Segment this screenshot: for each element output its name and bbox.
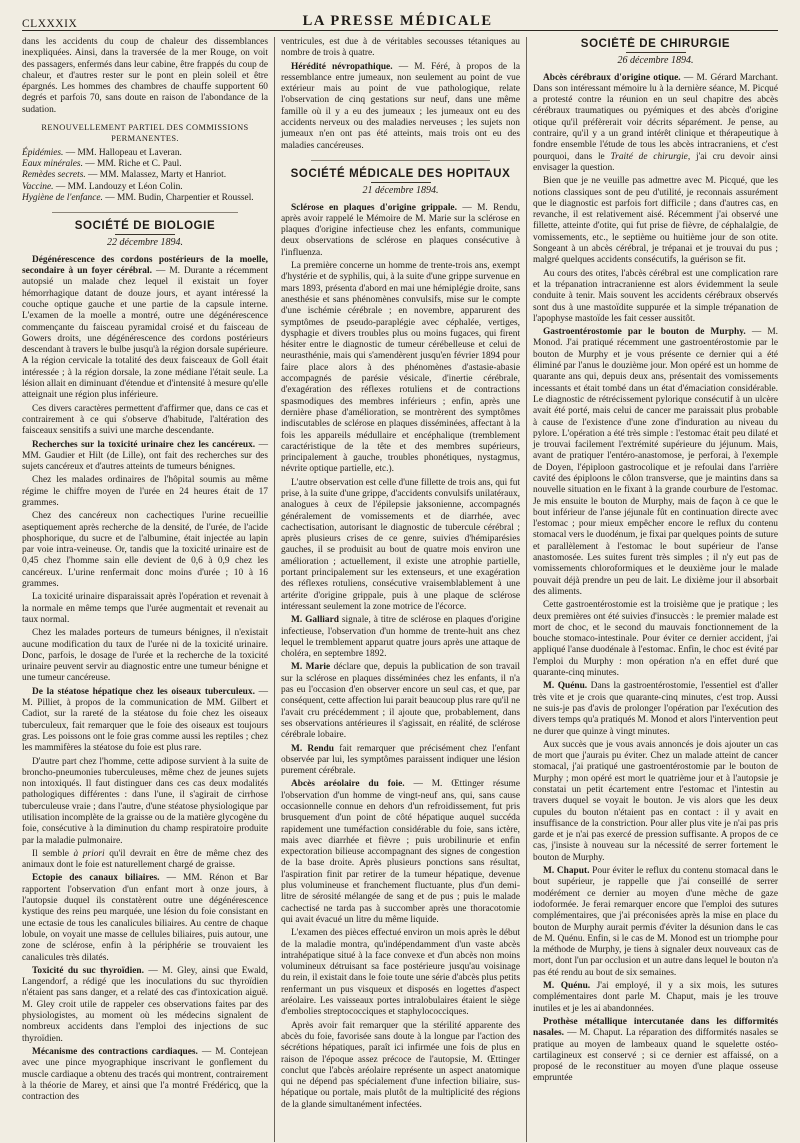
item-text: — M. Monod. J'ai pratiqué récemment une gastroentérostomie par le bouton de Murphy et je vous présente ce dernier qui a été éliminé par l'anus le douzième jour. Mon opéré est un homme de quarante ans qui, depuis deux ans, présentait des vomissements incessants et était tombé dans un état d'émaciation considérable. Le diagnostic de rétrécissement pylorique consécutif à un ulcère avait été porté, mais celui de cancer me paraissait plus probable à cause de l'existence d'une zone d'induration au niveau du pylore. L'opération a été très simple : l'estomac était peu dilaté et je trouvai facilement l'extrémité supérieure du jéjunum. Mais, avant de pratiquer l'entéro-anastomose, je perforai, à l'exemple de Doyen, l'épiploon gastrocolique et je refoulai dans l'arrière cavité des épiploons le côlon transverse, que je maintins dans sa nouvelle situation en le fixant à la grande courbure de l'estomac. Je mis ensuite le bouton de Murphy, mais de façon à ce que le bout inférieur de l'anse jéjunale fût en continuation directe avec l'estomac ; pour mieux empêcher encore le reflux du contenu stomacal vers le duodénum, je fixai par quelques points de suture et parallèlement à l'estomac le bout supérieur de l'anse anastomosée. Les suites furent très simples ; il n'y eut pas de vomissements chloroformiques et le deuxième jour le malade pouvait déjà prendre un peu de lait. Le dixième jour il absorbait des aliments.: [533, 327, 778, 597]
paragraph: [533, 981, 778, 1015]
section-rule: [115, 234, 175, 235]
item-text: — M. Féré, à propos de la ressemblance entre jumeaux, non seulement au point de vue extérieur mais au point de vue pathologique, relate l'observation de cinq gestations sur neuf, dans une même famille où il y a eu des jumeaux ; les jumeaux ont eu des accidents nerveux ou des maladies nerveuses ; les sujets non jumeaux n'en ont pas été atteints, mais trois ont eu des maladies cancéreuses.: [281, 61, 520, 151]
commission-label: Hygiène de l'enfance.: [22, 192, 103, 203]
paragraph: Chez les malades porteurs de tumeurs bénignes, il n'existait aucune modification du taux de l'urée ni de la toxicité urinaire. Donc, parfois, le dosage de l'urée et la recherche de la toxicité urinaire peuvent servir au diagnostic entre une tumeur bénigne et une tumeur cancéreuse.: [22, 628, 268, 684]
item-title: De la stéatose hépatique chez les oiseaux tuberculeux.: [32, 686, 255, 697]
paragraph: Ces divers caractères permettent d'affirmer que, dans ce cas et contrairement à ce qui s'observe d'habitude, l'altération des faisceaux sensitifs a suivi une marche descendante.: [22, 403, 268, 437]
paragraph: D'autre part chez l'homme, cette adipose survient à la suite de broncho-pneumonies tuberculeuses, même chez de jeunes sujets non intoxiqués. Il faut distinguer dans ces cas deux modalités pathologiques différentes : dans l'une, il s'agirait de cirrhose tuberculeuse vraie ; dans l'autre, d'une stéatose physiologique par utilisation incomplète de la graisse ou de la matière glycogène du foie, consécutive à la diminution du champ respiratoire produite par la maladie pulmonaire.: [22, 756, 268, 846]
page-header: [22, 4, 778, 31]
item-title: Recherches sur la toxicité urinaire chez les cancéreux.: [32, 439, 256, 450]
item-title: Abcès cérébraux d'origine otique.: [543, 72, 681, 83]
speaker: M. Quénu.: [543, 681, 588, 692]
divider: [52, 212, 238, 213]
item-text: — MM. Rénon et Bar rapportent l'observation d'un enfant mort à onze jours, à l'autopsie duquel ils constatèrent outre une dégénérescence kystique des reins peu marquée, une lésion du foie consistant en une ectasie de tous les canalicules biliaires. Au centre de chaque lobule, on voyait une masse de cellules biliaires, puis autour, une zone de sclérose, enfin à la périphérie se trouvaient les canalicules très dilatés.: [22, 873, 269, 963]
commissions-heading: RENOUVELLEMENT PARTIEL DES COMMISSIONS PERMANENTES.: [41, 123, 249, 144]
text-run: qu'il devrait en être de même chez des animaux dont le foie est naturellement chargé de graisse.: [22, 848, 268, 871]
text-run: Il semble: [32, 848, 74, 859]
paragraph: La toxicité urinaire disparaissait après l'opération et revenait à la normale en même temps que l'urée augmentait et revenait au taux normal.: [22, 592, 268, 625]
paragraph: La première concerne un homme de trente-trois ans, exempt d'hystérie et de syphilis, qui, à la suite d'une grippe survenue en mars 1893, présenta d'abord en mai une hémiplégie droite, sans anesthésie et sans phénomènes convulsifs, mise sur le compte d'une ischémie cérébrale ; en novembre, apparurent des symptômes de pseudo-paraplégie avec céphalée, vertiges, dysphagie et divers troubles plus ou moins fugaces, qui firent hésiter entre le diagnostic de tumeur cérébelleuse et celui de neurasthénie, mais qui s'amendèrent jusqu'en février 1894 pour faire place alors à des phénomènes d'astasie-abasie accompagnés de parésie vésicale, d'inertie cérébrale, d'exagération des réflexes rotuliens et de contractions spasmodiques des membres inférieurs ; enfin, après une dernière phase d'amélioration, se montrèrent des symptômes indiscutables de sclérose en plaques disséminées, affectant à la fois les appareils médullaire et encéphalique (tremblement caractéristique de la tête et des membres supérieurs, principalement à gauche, troubles phonétiques, nystagmus, névrite optique partielle, etc.).: [281, 261, 520, 475]
item-title: Sclérose en plaques d'origine grippale.: [291, 202, 457, 213]
paragraph: [533, 73, 778, 175]
item-title: Prothèse métallique intercutanée dans les difformités nasales.: [533, 1016, 778, 1039]
paragraph: [533, 327, 778, 598]
paragraph: [22, 255, 268, 402]
paragraph: Bien que je ne veuille pas admettre avec M. Picqué, que les notions classiques sont de peu d'utilité, je reconnais assurément que le diagnostic est parfois fort difficile ; dans d'autres cas, en revanche, il est relativement aisé. Récemment j'ai observé une fillette, atteinte d'otite, qui fut prise de fièvre, de céphalalgie, de vomissements, etc., le septième ou huitième jour de son otite. Songeant à un abcès cérébral, je trépanai et je trouvai du pus ; malgré quelques accidents consécutifs, la guérison se fit.: [533, 176, 778, 266]
paragraph: Chez des cancéreux non cachectiques l'urine recueillie aseptiquement après recherche de la densité, de l'urée, de l'acide phosphorique, du sucre et de l'albumine, était injectée au lapin par voie intra-veineuse. Or, tandis que la toxicité urinaire est de 0,45 chez l'homme sain elle devient de 0,6 à 0,9 chez les cancéreux. L'urine renfermait donc moins d'urée ; 10 à 16 grammes.: [22, 511, 268, 590]
item-text: signale, à titre de sclérose en plaques d'origine infectieuse, l'observation d'un homme de trente-huit ans chez lequel le tremblement apparut quatre jours après une attaque de choléra, en septembre 1892.: [281, 615, 520, 660]
commission-members: — MM. Landouzy et Léon Colin.: [53, 181, 183, 192]
speaker: M. Rendu: [291, 743, 334, 754]
speaker: M. Chaput.: [543, 866, 590, 877]
column-1: [22, 37, 274, 1142]
item-text: — M. Rendu, après avoir rappelé le Mémoire de M. Marie sur la sclérose en plaques d'origine infectieuse chez les enfants, communique deux observations de sclérose en plaques consécutive à l'influenza.: [281, 202, 520, 258]
paragraph: [281, 62, 520, 152]
commission-line: [22, 193, 268, 204]
paragraph: [281, 203, 520, 259]
item-text: J'ai employé, il y a six mois, les sutures complémentaires dont parle M. Chaput, mais je les trouve inutiles et je les ai abandonnées.: [533, 981, 778, 1014]
item-text: — M. Gérard Marchant. Dans son intéressant mémoire lu à la dernière séance, M. Picqué a protesté contre la réunion en un seul chapitre des abcès cérébraux traumatiques ou pyémiques et des abcès d'origine otique qu'il préfèrerait voir décrits séparément. Je pense, au contraire, qu'il y a un grand intérêt clinique et thérapeutique à fondre ensemble l'étude de tous les abcès intracraniens, et c'est pourquoi, dans le: [533, 72, 778, 162]
commission-line: [22, 182, 268, 193]
paragraph: [281, 662, 520, 741]
column-3: [526, 37, 778, 1142]
paragraph: [281, 615, 520, 660]
paragraph: L'autre observation est celle d'une fillette de trois ans, qui fut prise, à la suite d'une grippe, d'accidents convulsifs unilatéraux, analogues à ceux de l'épilepsie jaksonienne, accompagnés généralement de vomissements et de diarrhée, avec cachectisation, autorisant le diagnostic de tubercule cérébral ; après plusieurs crises de ce genre, suivies d'hémiparésies gauches, il se produisit au bout de quatre mois environ une amélioration ; actuellement, il existe une atrophie partielle, portant principalement sur les extenseurs, et une exagération des réflexes rotuliens, consécutive vraisemblablement à une artérite d'origine grippale, puis à une plaque de sclérose intéressant seulement la zone motrice de l'écorce.: [281, 477, 520, 612]
item-text: — M. Chaput. La réparation des difformités nasales se pratique au moyen de lambeaux quand le squelette ostéo-cartilagineux est conservé ; si ce dernier est affaissé, on a proposé de le reconstituer au moyen d'une plaque osseuse empruntée: [533, 1028, 778, 1084]
text-run: , j'ai cru devoir ainsi envisager la question.: [533, 151, 778, 173]
speaker: M. Marie: [291, 662, 331, 673]
paragraph: [22, 1047, 268, 1103]
paragraph: [533, 1017, 778, 1085]
item-title: Ectopie des canaux biliaires.: [32, 873, 160, 884]
divider: [311, 160, 490, 161]
journal-title: LA PRESSE MÉDICALE: [302, 13, 493, 29]
paragraph: Au cours des otites, l'abcès cérébral est une complication rare et la trépanation intracranienne est alors évidemment la seule conduite à tenir. Mais souvent les accidents cérébraux observés sont dus à une mastoïdite suppurée et la simple trépanation de l'apophyse mastoïde les fait cesser aussitôt.: [533, 268, 778, 324]
section-date: 26 décembre 1894.: [617, 55, 694, 67]
paragraph: [281, 744, 520, 778]
paragraph: [281, 779, 520, 926]
item-text: Pour éviter le reflux du contenu stomacal dans le bout supérieur, je rappelle que j'ai conseillé de serrer modérément ce dernier au moyen d'une mèche de gaze iodoformée. Je ferai remarquer encore que l'emploi des sutures complémentaires, que j'ai préconisées après la mise en place du bouton de Murphy aurait permis d'éviter la désunion dans le cas de M. Quénu. Enfin, si le cas de M. Monod est un triomphe pour la méthode de Murphy, je tiens à signaler deux nouveaux cas de mort, dont l'un par occlusion et un autre dans lequel le bouton n'a pas été rendu au bout de six semaines.: [533, 866, 778, 978]
commission-label: Épidémies.: [22, 147, 64, 158]
paragraph: [22, 873, 268, 963]
item-text: — MM. Gaudier et Hilt (de Lille), ont fait des recherches sur des sujets cancéreux et d'autres atteints de tumeurs bénignes.: [22, 439, 269, 473]
commission-members: — MM. Budin, Charpentier et Roussel.: [102, 192, 254, 203]
italic-run: à priori: [73, 848, 105, 859]
item-title: Mécanisme des contractions cardiaques.: [32, 1046, 198, 1057]
italic-run: Traité de chirurgie: [610, 151, 688, 162]
commission-label: Vaccine.: [22, 181, 54, 192]
item-text: — M. Gley, ainsi que Ewald, Langendorf, a rédigé que les inoculations du suc thyroïdien n'étaient pas sans danger, et a relaté des cas d'intoxication aiguë. M. Gley croit utile de rappeler ces observations faites par des physiologistes, au moment où les médecins signalent de nombreux accidents dans l'emploi des injections de suc thyroïdien.: [22, 965, 268, 1044]
section-title: SOCIÉTÉ MÉDICALE DES HOPITAUX: [290, 167, 511, 180]
paragraph: L'examen des pièces effectué environ un mois après le début de la maladie montra, qu'indépendamment d'un vaste abcès intrahépatique situé à la face convexe et d'un abcès non moins volumineux détruisant sa face postérieure jusqu'au voisinage du rein, il existait dans le foie toute une série d'abcès plus petits renfermant un pus visqueux et disposés en logettes d'aspect aréolaire. Les vaisseaux portes intralobulaires étaient le siège d'embolies streptococciques et staphylococciques.: [281, 928, 520, 1018]
commission-members: — MM. Riche et C. Paul.: [82, 158, 182, 169]
paragraph: [533, 681, 778, 737]
item-title: Dégénérescence des cordons postérieurs de la moelle, secondaire à un foyer cérébral.: [22, 254, 268, 277]
item-text: — M. Contejean avec une pince myographique inscrivant le gonflement du muscle cardiaque a obtenu des tracés qui montrent, contrairement à la théorie de Marey, et ainsi que l'a montré Frédéricq, que la contraction des: [22, 1046, 268, 1103]
section-title: SOCIÉTÉ DE CHIRURGIE: [580, 38, 731, 50]
article-columns: [22, 37, 778, 1142]
item-text: — M. Pilliet, à propos de la communication de MM. Gilbert et Cadiot, sur la rareté de la stéatose du foie chez les oiseaux tuberculeux, fait remarquer que le foie des oiseaux est toujours gras. Les poissons ont le foie gras comme aussi les reptiles ; chez les mammifères la stéatose du foie est plus rare.: [22, 686, 269, 754]
paragraph: Cette gastroentérostomie est la troisième que je pratique ; les deux premières ont été suivies d'insuccès : le premier malade est mort de choc, et le second du mauvais fonctionnement de la bouche stomaco-intestinale. Pour éviter ce dernier accident, j'ai appliqué l'anse duodénale à l'estomac. Enfin, le choc est évité par l'emploi du Murphy : mon opération n'a en effet duré que quarante-cinq minutes.: [533, 600, 778, 679]
section-date: 21 décembre 1894.: [362, 185, 439, 197]
paragraph: [22, 849, 268, 872]
section-date: 22 décembre 1894.: [107, 237, 183, 249]
paragraph: [22, 687, 268, 755]
section-rule: [626, 52, 686, 53]
item-text: déclare que, depuis la publication de son travail sur la sclérose en plaques disséminées chez les enfants, il n'a pas eu l'occasion d'en observer encore un seul cas, et que, par conséquent, cette affection lui parait beaucoup plus rare qu'il ne l'avait cru précédemment ; il ajoute que, probablement, dans ses observations antérieures il s'agissait, en réalité, de sclérose cérébrale lobaire.: [281, 662, 520, 741]
speaker: M. Quénu.: [543, 981, 591, 992]
section-title: SOCIÉTÉ DE BIOLOGIE: [74, 220, 216, 233]
item-text: — M. Œttinger résume l'observation d'un homme de vingt-neuf ans, qui, sans cause occasionnelle connue en dehors d'un refroidissement, fut pris brusquement d'un point de côté hépatique auquel succéda rapidement une tuméfaction considérable du foie, sans ictère, mais avec diarrhée et fièvre ; puis urobilinurie et enfin expectoration bilieuse accompagnant des signes de congestion de la base droite. Après plusieurs ponctions sans résultat, l'aspiration finit par retirer de la tumeur hépatique, devenue plus volumineuse et franchement fluctuante, plus d'un demi-litre de sérosité mélangée de sang et de pus ; puis le malade cachectisé ne tarda pas à succomber après une thoracotomie qui avait évacué un litre du même liquide.: [281, 779, 520, 925]
paragraph: [533, 866, 778, 979]
item-text: — M. Durante a récemment autopsié un malade chez lequel il existait un foyer hémorrhagique datant de douze jours, et ayant intéressé la couche optique gauche et une partie de la capsule interne. L'examen de la moelle a montré, outre une dégénérescence commençante du faisceau pyramidal croisé et du faisceau de Gowers droits, une dégénérescence des cordons postérieurs descendant à travers le bulbe jusqu'à la région dorsale supérieure. A la région cervicale la totalité des deux faisceaux de Goll était intéressée ; à la région dorsale, la zone médiane l'était seule. La lésion allait en diminuant d'étendue et d'intensité à mesure qu'elle atteignait une région plus inférieure.: [22, 266, 268, 401]
paragraph: dans les accidents du coup de chaleur des dissemblances inexpliquées. Ainsi, dans la traversée de la mer Rouge, on voit des passagers, enfermés dans leur cabine, être frappés du coup de chaleur, et d'autres rester sur le pont en plein soleil et être épargnés. Les hommes des chambres de chauffe supportent 60 degrés et parfois 70, sans doute en raison de l'abondance de la sudation.: [22, 37, 268, 115]
paragraph: [22, 440, 268, 474]
paragraph: [22, 966, 268, 1045]
item-title: Hérédité névropathique.: [291, 61, 393, 72]
commission-label: Eaux minérales.: [22, 158, 83, 169]
paragraph: Aux succès que je vous avais annoncés je dois ajouter un cas de mort que j'aurais pu éviter. Chez un malade atteint de cancer stomacal, j'ai pratiqué une gastroentérostomie par le bouton de Murphy ; mon opéré est mort le quatrième jour et à l'autopsie je constatai un petit écartement entre l'estomac et l'intestin au travers duquel se voyait le bouton. Je vis alors que les deux cupules du bouton n'étaient pas en contact : il y avait en insuffisance de la constriction. Pour aller plus vite je n'ai pas pris garde et je n'ai pas exercé de pression suffisante. A propos de ce cas, j'insiste à nouveau sur la nécessité de serrer fortement le bouton de Murphy.: [533, 739, 778, 863]
paragraph: ventricules, est due à de véritables secousses tétaniques au nombre de trois à quatre.: [281, 37, 520, 59]
item-title: Gastroentérostomie par le bouton de Murphy.: [543, 327, 746, 338]
commission-members: — MM. Malassez, Marty et Hanriot.: [85, 170, 227, 181]
section-rule: [371, 182, 431, 183]
commission-line: [22, 159, 268, 170]
column-2: [274, 37, 526, 1142]
item-text: Dans la gastroentérostomie, l'essentiel est d'aller très vite et je crois que quarante-cinq minutes, c'est trop. Aussi ne suis-je pas d'avis de prolonger l'opération par l'exécution des divers temps qu'a pratiqués M. Monod et alors l'intervention peut ne durer que quinze à vingt minutes.: [533, 681, 778, 737]
commission-line: [22, 170, 268, 181]
paragraph: Chez les malades ordinaires de l'hôpital soumis au même régime le chiffre moyen de l'urée en 24 heures était de 17 grammes.: [22, 475, 268, 508]
item-title: Toxicité du suc thyroïdien.: [32, 965, 144, 976]
paragraph: Après avoir fait remarquer que la stérilité apparente des abcès du foie, favorisée sans doute à la longue par l'action des sécrétions hépatiques, paraît ici infirmée une fois de plus en raison de l'époque assez précoce de l'autopsie, M. Œttinger conclut que l'abcès aréolaire représente un aspect anatomique qui ne dépend pas spécialement d'une infection biliaire, sus-hépatique ou portale, mais plutôt de la multiplicité des régions de la glande simultanément infectées.: [281, 1020, 520, 1110]
item-title: Abcès aréolaire du foie.: [291, 779, 405, 790]
commission-members: — MM. Hallopeau et Laveran.: [63, 147, 182, 158]
commission-line: [22, 148, 268, 159]
speaker: M. Galliard: [291, 615, 339, 626]
commission-label: Remèdes secrets.: [22, 170, 86, 181]
page-number: CLXXXIX: [22, 18, 78, 30]
item-text: fait remarquer que précisément chez l'enfant observée par lui, les symptômes paraissent indiquer une lésion purement cérébrale.: [281, 743, 520, 777]
